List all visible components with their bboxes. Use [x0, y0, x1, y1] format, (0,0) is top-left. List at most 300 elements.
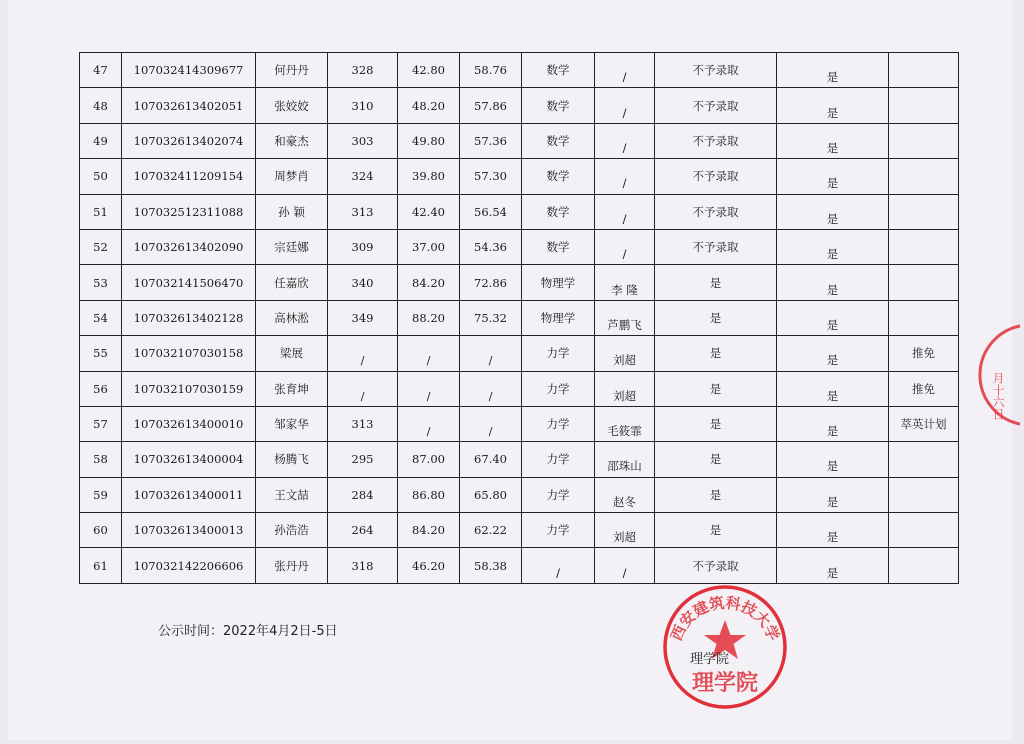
cell-major-text: 物理学: [540, 310, 576, 325]
table-row: [80, 442, 959, 477]
cell-candidate-id-text: 107032107030158: [133, 346, 244, 361]
cell-retest-score-text: 37.00: [412, 240, 445, 255]
cell-major-text: 物理学: [540, 275, 576, 290]
cell-candidate-id: [122, 53, 256, 88]
cell-major: [522, 548, 595, 583]
table-row: [80, 194, 959, 229]
cell-candidate-id-text: 107032512311088: [133, 204, 244, 219]
cell-no: [80, 300, 122, 335]
cell-candidate-id: [122, 442, 256, 477]
cell-candidate-id-text: 107032613402090: [133, 240, 244, 255]
cell-note: [889, 159, 959, 194]
cell-name-text: 宗廷娜: [274, 240, 309, 255]
cell-no-text: 47: [93, 63, 108, 78]
cell-major-text: 力学: [546, 381, 570, 396]
cell-prelim-score: [328, 548, 398, 583]
cell-mentor: [595, 53, 655, 88]
cell-employment: [777, 336, 889, 371]
cell-no-text: 50: [93, 169, 108, 184]
cell-admission: [655, 548, 777, 583]
cell-candidate-id-text: 107032411209154: [133, 169, 244, 184]
cell-no: [80, 477, 122, 512]
cell-candidate-id: [122, 513, 256, 548]
cell-employment: [777, 477, 889, 512]
cell-prelim-score: [328, 123, 398, 158]
cell-note: [889, 371, 959, 406]
cell-mentor-text: 李 隆: [611, 282, 638, 297]
cell-name: [256, 229, 328, 264]
cell-retest-score: [398, 194, 460, 229]
cell-no-text: 52: [93, 240, 108, 255]
cell-retest-score: [398, 371, 460, 406]
cell-no-text: 53: [93, 275, 108, 290]
cell-name: [256, 123, 328, 158]
cell-admission: [655, 123, 777, 158]
cell-final-score: [460, 53, 522, 88]
cell-major-text: 力学: [546, 417, 570, 432]
cell-retest-score: [398, 53, 460, 88]
cell-name-text: 孙浩浩: [274, 523, 309, 538]
cell-admission: [655, 300, 777, 335]
cell-prelim-score: [328, 336, 398, 371]
cell-employment-text: 是: [826, 459, 839, 474]
cell-major-text: 力学: [546, 523, 570, 538]
cell-name-text: 杨腾飞: [274, 452, 309, 467]
cell-note-text: 萃英计划: [900, 417, 947, 432]
cell-major-text: 力学: [546, 346, 570, 361]
cell-prelim-score-text: 303: [351, 133, 374, 148]
cell-retest-score-text: 88.20: [412, 310, 445, 325]
cell-prelim-score: [328, 371, 398, 406]
cell-candidate-id: [122, 477, 256, 512]
cell-final-score: [460, 265, 522, 300]
cell-prelim-score: [328, 53, 398, 88]
cell-candidate-id: [122, 194, 256, 229]
cell-prelim-score-text: 295: [351, 452, 374, 467]
cell-major: [522, 336, 595, 371]
cell-retest-score: [398, 88, 460, 123]
cell-employment: [777, 442, 889, 477]
cell-prelim-score-text: 284: [351, 487, 374, 502]
cell-name: [256, 548, 328, 583]
table-row: [80, 371, 959, 406]
cell-admission: [655, 88, 777, 123]
signature-department: 理学院: [690, 652, 730, 667]
cell-mentor-text: 邵珠山: [607, 459, 642, 474]
cell-major-text: 数学: [546, 98, 570, 113]
cell-name: [256, 194, 328, 229]
cell-mentor-text: 刘超: [613, 530, 636, 545]
cell-admission: [655, 406, 777, 441]
cell-admission-text: 是: [709, 310, 722, 325]
cell-retest-score-text: 39.80: [412, 169, 445, 184]
cell-admission: [655, 371, 777, 406]
cell-retest-score-text: 84.20: [412, 523, 445, 538]
cell-name-text: 周梦肖: [274, 169, 309, 184]
cell-mentor: [595, 194, 655, 229]
cell-admission: [655, 513, 777, 548]
cell-candidate-id: [122, 265, 256, 300]
cell-retest-score-text: 48.20: [412, 98, 445, 113]
cell-final-score: [460, 336, 522, 371]
cell-prelim-score: [328, 229, 398, 264]
cell-note: [889, 406, 959, 441]
cell-mentor-text: 刘超: [613, 388, 636, 403]
cell-employment: [777, 229, 889, 264]
cell-name-text: 何丹丹: [274, 63, 309, 78]
cell-mentor: [595, 123, 655, 158]
cell-retest-score: [398, 442, 460, 477]
cell-prelim-score: [328, 406, 398, 441]
cell-final-score-text: 54.36: [474, 240, 507, 255]
cell-prelim-score-text: 310: [351, 98, 374, 113]
cell-no-text: 54: [93, 310, 108, 325]
cell-major: [522, 159, 595, 194]
cell-prelim-score-text: 340: [351, 275, 374, 290]
cell-employment: [777, 159, 889, 194]
cell-note: [889, 336, 959, 371]
cell-major-text: 力学: [546, 487, 570, 502]
cell-no-text: 57: [93, 417, 108, 432]
table-row: [80, 229, 959, 264]
cell-prelim-score: [328, 513, 398, 548]
cell-employment: [777, 300, 889, 335]
cell-mentor: [595, 371, 655, 406]
table-row: [80, 265, 959, 300]
cell-prelim-score-text: 349: [351, 310, 374, 325]
cell-major-text: 数学: [546, 169, 570, 184]
cell-prelim-score-text: 328: [351, 63, 374, 78]
cell-admission-text: 不予录取: [692, 133, 739, 148]
cell-note: [889, 123, 959, 158]
cell-mentor-text: /: [622, 247, 627, 262]
cell-note-text: 推免: [912, 346, 935, 361]
cell-admission-text: 是: [709, 381, 722, 396]
table-row: [80, 123, 959, 158]
cell-name: [256, 336, 328, 371]
cell-major-text: /: [556, 565, 560, 580]
cell-final-score-text: 72.86: [474, 275, 507, 290]
cell-name: [256, 53, 328, 88]
cell-final-score: [460, 194, 522, 229]
cell-final-score-text: 75.32: [474, 310, 507, 325]
cell-retest-score: [398, 159, 460, 194]
cell-note: [889, 229, 959, 264]
cell-no: [80, 229, 122, 264]
cell-no-text: 58: [93, 452, 108, 467]
cell-note: [889, 300, 959, 335]
cell-no: [80, 548, 122, 583]
cell-major-text: 力学: [546, 452, 570, 467]
cell-employment: [777, 513, 889, 548]
cell-prelim-score: [328, 265, 398, 300]
cell-name-text: 张丹丹: [274, 558, 309, 573]
cell-no-text: 49: [93, 133, 108, 148]
cell-employment: [777, 88, 889, 123]
cell-final-score-text: 58.76: [474, 63, 507, 78]
cell-mentor-text: 赵冬: [613, 494, 636, 509]
table-row: [80, 336, 959, 371]
cell-name: [256, 159, 328, 194]
cell-candidate-id-text: 107032613400011: [133, 487, 244, 502]
cell-final-score-text: 62.22: [474, 523, 507, 538]
cell-no: [80, 194, 122, 229]
cell-mentor: [595, 265, 655, 300]
cell-retest-score-text: /: [426, 388, 431, 403]
cell-final-score: [460, 159, 522, 194]
announcement-period: 公示时间：2022年4月2日-5日: [158, 624, 338, 639]
cell-no: [80, 159, 122, 194]
cell-employment: [777, 548, 889, 583]
cell-retest-score: [398, 229, 460, 264]
cell-prelim-score-text: /: [360, 388, 365, 403]
cell-mentor-text: /: [622, 211, 627, 226]
results-table: [79, 52, 959, 584]
cell-employment-text: 是: [826, 247, 839, 262]
cell-final-score: [460, 300, 522, 335]
side-stamp-text: 月十六日: [991, 372, 1005, 420]
official-seal: [660, 582, 790, 712]
cell-employment-text: 是: [826, 424, 839, 439]
cell-major: [522, 88, 595, 123]
cell-name-text: 梁展: [280, 346, 303, 361]
cell-retest-score: [398, 300, 460, 335]
cell-final-score: [460, 371, 522, 406]
cell-admission: [655, 477, 777, 512]
cell-prelim-score: [328, 194, 398, 229]
cell-no-text: 59: [93, 487, 108, 502]
cell-employment-text: 是: [826, 176, 839, 191]
cell-note: [889, 53, 959, 88]
cell-prelim-score-text: 309: [351, 240, 374, 255]
cell-candidate-id: [122, 88, 256, 123]
cell-final-score-text: /: [488, 424, 493, 439]
cell-employment-text: 是: [826, 530, 839, 545]
cell-admission: [655, 336, 777, 371]
cell-admission-text: 是: [709, 487, 722, 502]
cell-final-score: [460, 442, 522, 477]
cell-candidate-id-text: 107032613400010: [133, 417, 244, 432]
table-row: [80, 406, 959, 441]
cell-name-text: 高林淞: [274, 310, 309, 325]
cell-employment: [777, 371, 889, 406]
cell-retest-score: [398, 123, 460, 158]
cell-retest-score-text: 46.20: [412, 558, 445, 573]
table-row: [80, 159, 959, 194]
cell-admission-text: 是: [709, 417, 722, 432]
cell-note: [889, 265, 959, 300]
cell-admission: [655, 159, 777, 194]
cell-mentor-text: /: [622, 565, 627, 580]
table-row: [80, 300, 959, 335]
cell-retest-score-text: /: [426, 353, 431, 368]
cell-major: [522, 300, 595, 335]
cell-candidate-id: [122, 123, 256, 158]
cell-name: [256, 371, 328, 406]
cell-note: [889, 477, 959, 512]
cell-name-text: 邹家华: [274, 417, 309, 432]
cell-no-text: 61: [93, 558, 108, 573]
cell-major-text: 数学: [546, 204, 570, 219]
cell-name: [256, 300, 328, 335]
cell-mentor-text: /: [622, 176, 627, 191]
cell-prelim-score-text: /: [360, 353, 365, 368]
cell-prelim-score-text: 264: [351, 523, 374, 538]
cell-prelim-score: [328, 159, 398, 194]
cell-retest-score-text: 87.00: [412, 452, 445, 467]
cell-note: [889, 513, 959, 548]
cell-candidate-id: [122, 406, 256, 441]
cell-name-text: 孙 颖: [278, 204, 305, 219]
table-row: [80, 88, 959, 123]
cell-final-score-text: 65.80: [474, 487, 507, 502]
cell-final-score-text: 57.86: [474, 98, 507, 113]
cell-no-text: 55: [93, 346, 108, 361]
cell-employment-text: 是: [826, 494, 839, 509]
cell-major: [522, 194, 595, 229]
cell-retest-score: [398, 265, 460, 300]
cell-final-score-text: 57.36: [474, 133, 507, 148]
cell-candidate-id: [122, 548, 256, 583]
cell-mentor: [595, 88, 655, 123]
cell-final-score: [460, 513, 522, 548]
cell-admission-text: 不予录取: [692, 240, 739, 255]
cell-no: [80, 371, 122, 406]
table-row: [80, 477, 959, 512]
cell-prelim-score: [328, 442, 398, 477]
cell-final-score-text: 57.30: [474, 169, 507, 184]
cell-no: [80, 53, 122, 88]
cell-mentor: [595, 406, 655, 441]
cell-candidate-id: [122, 300, 256, 335]
cell-retest-score: [398, 548, 460, 583]
cell-admission-text: 是: [709, 523, 722, 538]
cell-retest-score-text: 49.80: [412, 133, 445, 148]
cell-name-text: 和豪杰: [274, 133, 309, 148]
cell-employment-text: 是: [826, 70, 839, 85]
cell-employment: [777, 53, 889, 88]
cell-retest-score-text: 86.80: [412, 487, 445, 502]
cell-candidate-id: [122, 336, 256, 371]
cell-prelim-score: [328, 477, 398, 512]
cell-note: [889, 194, 959, 229]
cell-name: [256, 442, 328, 477]
cell-final-score: [460, 548, 522, 583]
cell-employment: [777, 265, 889, 300]
cell-name: [256, 406, 328, 441]
cell-employment-text: 是: [826, 105, 839, 120]
cell-employment-text: 是: [826, 317, 839, 332]
cell-major: [522, 123, 595, 158]
cell-employment: [777, 406, 889, 441]
cell-employment-text: 是: [826, 282, 839, 297]
table-row: [80, 53, 959, 88]
cell-employment-text: 是: [826, 140, 839, 155]
partial-date-stamp: [976, 320, 1024, 430]
cell-final-score-text: 58.38: [474, 558, 507, 573]
cell-candidate-id: [122, 371, 256, 406]
seal-university-text: 西安建筑科技大学: [667, 593, 783, 644]
cell-employment-text: 是: [826, 211, 839, 226]
cell-mentor-text: /: [622, 140, 627, 155]
cell-prelim-score: [328, 300, 398, 335]
cell-candidate-id: [122, 229, 256, 264]
table-row: [80, 513, 959, 548]
cell-candidate-id-text: 107032613402074: [133, 133, 244, 148]
cell-no: [80, 406, 122, 441]
cell-employment: [777, 123, 889, 158]
cell-mentor: [595, 442, 655, 477]
cell-major-text: 数学: [546, 63, 570, 78]
cell-mentor: [595, 477, 655, 512]
cell-retest-score-text: 42.80: [412, 63, 445, 78]
table-row: [80, 548, 959, 583]
cell-note: [889, 442, 959, 477]
cell-final-score-text: /: [488, 353, 493, 368]
cell-name-text: 张姣姣: [274, 98, 309, 113]
cell-name-text: 任嘉欣: [274, 275, 309, 290]
cell-no-text: 56: [93, 381, 108, 396]
cell-no-text: 48: [93, 98, 108, 113]
cell-candidate-id-text: 107032414309677: [133, 63, 244, 78]
cell-no: [80, 442, 122, 477]
cell-mentor: [595, 336, 655, 371]
cell-candidate-id-text: 107032613400004: [133, 452, 244, 467]
results-table-body: [80, 53, 959, 584]
cell-mentor: [595, 300, 655, 335]
cell-mentor-text: /: [622, 70, 627, 85]
cell-admission-text: 是: [709, 275, 722, 290]
seal-department-text: 理学院: [691, 671, 759, 696]
cell-prelim-score-text: 324: [351, 169, 374, 184]
cell-major: [522, 406, 595, 441]
cell-admission-text: 不予录取: [692, 169, 739, 184]
cell-admission: [655, 229, 777, 264]
cell-retest-score: [398, 406, 460, 441]
cell-retest-score-text: 84.20: [412, 275, 445, 290]
cell-mentor: [595, 159, 655, 194]
cell-major: [522, 477, 595, 512]
cell-major-text: 数学: [546, 133, 570, 148]
cell-employment-text: 是: [826, 353, 839, 368]
cell-no: [80, 336, 122, 371]
cell-final-score: [460, 123, 522, 158]
cell-admission-text: 不予录取: [692, 98, 739, 113]
cell-candidate-id-text: 107032613402128: [133, 310, 244, 325]
cell-mentor: [595, 513, 655, 548]
cell-admission-text: 不予录取: [692, 558, 739, 573]
cell-admission-text: 是: [709, 452, 722, 467]
cell-final-score-text: 56.54: [474, 204, 507, 219]
cell-admission: [655, 265, 777, 300]
cell-major: [522, 265, 595, 300]
cell-no: [80, 513, 122, 548]
cell-name-text: 张育坤: [274, 381, 309, 396]
cell-mentor-text: 刘超: [613, 353, 636, 368]
cell-mentor: [595, 229, 655, 264]
cell-mentor-text: /: [622, 105, 627, 120]
cell-name: [256, 88, 328, 123]
cell-major: [522, 371, 595, 406]
cell-retest-score: [398, 513, 460, 548]
cell-major: [522, 442, 595, 477]
cell-prelim-score-text: 318: [351, 558, 374, 573]
cell-retest-score-text: 42.40: [412, 204, 445, 219]
cell-final-score-text: /: [488, 388, 493, 403]
cell-employment: [777, 194, 889, 229]
cell-final-score-text: 67.40: [474, 452, 507, 467]
cell-candidate-id-text: 107032142206606: [133, 558, 244, 573]
